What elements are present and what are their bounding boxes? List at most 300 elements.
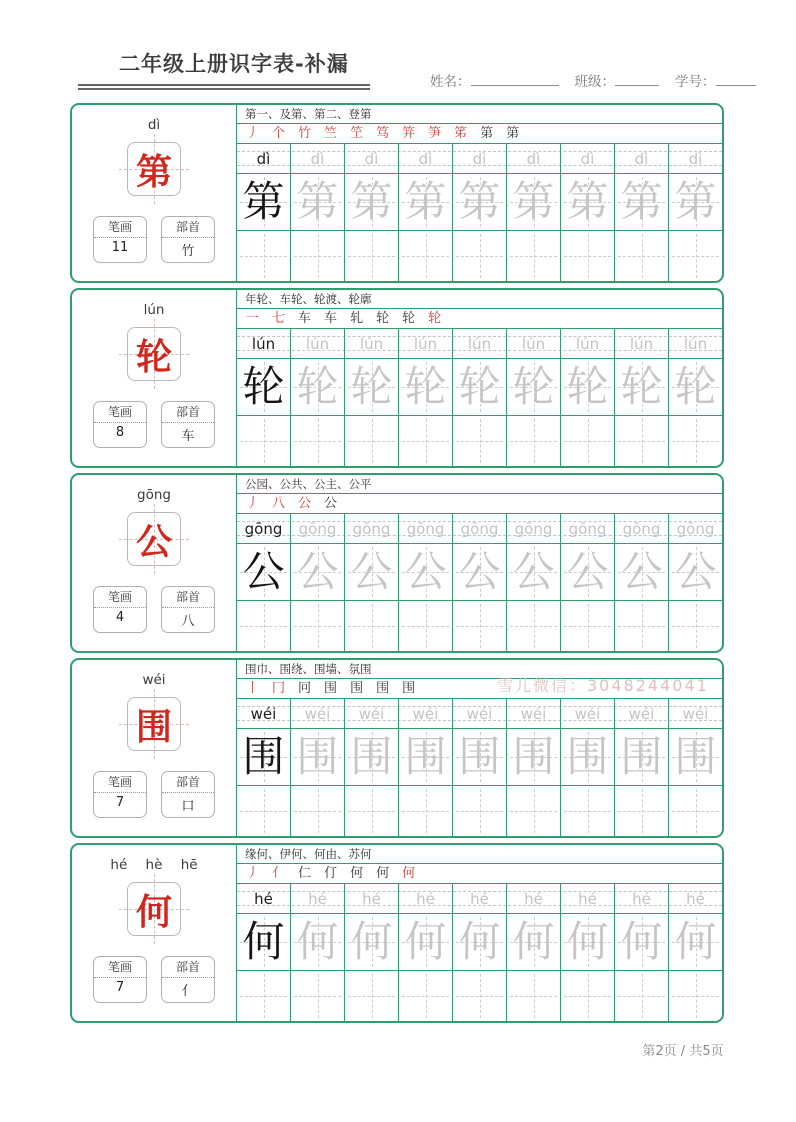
stroke-order-step: 笁	[350, 126, 364, 141]
main-character: 围	[135, 705, 172, 748]
stroke-order-step: 车	[298, 311, 312, 326]
practice-character: 第	[350, 177, 393, 226]
pinyin-cell: wéi	[399, 699, 453, 728]
main-character: 何	[135, 890, 172, 933]
character-cell	[399, 914, 453, 970]
stroke-order-step: 轧	[350, 311, 364, 326]
pinyin-cell: hé	[561, 884, 615, 913]
radical-label: 部首	[162, 957, 214, 978]
stroke-order-step: 轮	[376, 311, 390, 326]
pinyin-practice-row	[237, 514, 722, 544]
pinyin-cell: gōng	[453, 514, 507, 543]
practice-character: 围	[512, 732, 555, 781]
stroke-order-step: 围	[376, 681, 390, 696]
character-cell	[561, 174, 615, 230]
radical-box	[161, 771, 215, 818]
practice-character: 轮	[512, 362, 555, 411]
character-cell	[237, 174, 291, 230]
character-cell	[453, 544, 507, 600]
pinyin-cell: wéi	[345, 699, 399, 728]
stroke-order-row	[237, 864, 722, 884]
character-cell	[561, 544, 615, 600]
page-title: 二年级上册识字表-补漏	[119, 52, 349, 76]
practice-character: 何	[620, 917, 663, 966]
practice-character: 围	[350, 732, 393, 781]
practice-character: 围	[566, 732, 609, 781]
character-summary-panel	[72, 475, 236, 651]
practice-character: 何	[674, 917, 717, 966]
practice-character: 公	[242, 547, 285, 596]
name-label: 姓名：	[430, 74, 471, 90]
empty-cell	[291, 971, 345, 1021]
character-practice-row	[237, 729, 722, 786]
stroke-count-value: 8	[115, 425, 125, 440]
practice-character: 何	[350, 917, 393, 966]
character-cell	[291, 729, 345, 785]
pinyin-cell: hé	[237, 884, 291, 913]
empty-cell	[669, 416, 722, 466]
pinyin-cell: gōng	[676, 520, 715, 538]
character-practice-row	[237, 544, 722, 601]
stroke-count-label: 笔画	[94, 402, 146, 423]
character-cell	[345, 914, 399, 970]
stroke-order-step: 丿	[246, 126, 260, 141]
stroke-order-step: 个	[272, 126, 286, 141]
empty-cell	[237, 971, 291, 1021]
stroke-order-step: 竹	[298, 126, 312, 141]
radical-value: 八	[181, 614, 195, 629]
character-cell	[669, 544, 722, 600]
character-cell	[237, 914, 291, 970]
practice-character: 何	[512, 917, 555, 966]
main-character: 公	[135, 520, 172, 563]
pinyin-cell: gōng	[237, 514, 291, 543]
empty-cell	[453, 231, 507, 281]
pinyin-cell: hé	[615, 884, 669, 913]
empty-cell	[345, 786, 399, 836]
stroke-count-value: 4	[115, 610, 125, 625]
practice-character: 轮	[350, 362, 393, 411]
example-words: 年轮、车轮、轮渡、轮廓	[237, 290, 722, 309]
pinyin-cell: hé	[686, 890, 705, 908]
stroke-order-step: 笃	[376, 126, 390, 141]
pinyin-cell: lún	[453, 329, 507, 358]
stroke-order-step: 仃	[324, 866, 338, 881]
pinyin-cell: lún	[507, 329, 561, 358]
empty-cell	[291, 786, 345, 836]
character-cell	[615, 544, 669, 600]
character-cell	[291, 359, 345, 415]
practice-character: 何	[404, 917, 447, 966]
practice-character: 第	[296, 177, 339, 226]
practice-character: 何	[566, 917, 609, 966]
pinyin-cell: lún	[683, 335, 708, 353]
empty-cell	[237, 416, 291, 466]
practice-character: 公	[620, 547, 663, 596]
character-cell	[291, 544, 345, 600]
empty-cell	[345, 231, 399, 281]
stroke-order-step: 第	[506, 126, 520, 141]
radical-box	[161, 586, 215, 633]
stroke-order-step: 笄	[402, 126, 416, 141]
radical-label: 部首	[162, 772, 214, 793]
stroke-count-box	[93, 956, 147, 1003]
practice-character: 公	[512, 547, 555, 596]
empty-cell	[561, 786, 615, 836]
stroke-order-row	[237, 309, 722, 329]
stroke-order-step: 丿	[246, 866, 260, 881]
empty-cell	[507, 231, 561, 281]
empty-cell	[237, 231, 291, 281]
pinyin-cell: gōng	[561, 514, 615, 543]
character-cell	[237, 729, 291, 785]
stroke-count-box	[93, 586, 147, 633]
stroke-order-step: 围	[402, 681, 416, 696]
stroke-count-label: 笔画	[94, 217, 146, 238]
example-words: 缘何、伊何、何由、苏何	[237, 845, 722, 864]
stroke-count-label: 笔画	[94, 587, 146, 608]
pinyin-cell: wéi	[453, 699, 507, 728]
stroke-order-step: 何	[402, 866, 416, 881]
character-practice-row	[237, 914, 722, 971]
practice-character: 轮	[620, 362, 663, 411]
practice-grid	[236, 105, 722, 281]
pinyin-cell: dì	[561, 144, 615, 173]
empty-practice-row	[237, 416, 722, 466]
empty-cell	[453, 601, 507, 651]
character-cell	[615, 729, 669, 785]
empty-cell	[453, 971, 507, 1021]
example-words: 公园、公共、公主、公平	[237, 475, 722, 494]
character-cell	[507, 914, 561, 970]
pinyin-cell: lún	[345, 329, 399, 358]
radical-label: 部首	[162, 587, 214, 608]
stroke-count-value: 7	[115, 795, 125, 810]
class-blank-line	[615, 73, 659, 86]
practice-character: 围	[674, 732, 717, 781]
pinyin-cell: gōng	[615, 514, 669, 543]
stroke-order-step: 车	[324, 311, 338, 326]
pinyin-cell: wéi	[561, 699, 615, 728]
character-cell	[345, 729, 399, 785]
pinyin-cell: dì	[615, 144, 669, 173]
stroke-order-row	[237, 494, 722, 514]
empty-practice-row	[237, 786, 722, 836]
stroke-count-value: 11	[111, 240, 129, 255]
practice-character: 轮	[566, 362, 609, 411]
pinyin-cell: dì	[453, 144, 507, 173]
empty-cell	[399, 971, 453, 1021]
pinyin-label: dì	[147, 117, 161, 133]
practice-character: 围	[296, 732, 339, 781]
character-cell	[453, 359, 507, 415]
pinyin-cell: dì	[399, 144, 453, 173]
character-cell	[399, 174, 453, 230]
character-cell	[561, 729, 615, 785]
student-info-fields	[430, 70, 756, 90]
character-cell	[561, 359, 615, 415]
character-summary-panel	[72, 660, 236, 836]
stroke-count-value: 7	[115, 980, 125, 995]
empty-cell	[615, 416, 669, 466]
character-cell	[345, 174, 399, 230]
character-cell	[399, 729, 453, 785]
pinyin-cell: dì	[688, 150, 703, 168]
character-summary-panel	[72, 105, 236, 281]
empty-cell	[345, 416, 399, 466]
pinyin-cell: lún	[561, 329, 615, 358]
stroke-count-box	[93, 216, 147, 263]
empty-cell	[507, 601, 561, 651]
stroke-order-step: 第	[480, 126, 494, 141]
character-cell	[399, 544, 453, 600]
radical-value: 车	[181, 429, 195, 444]
character-cell	[669, 914, 722, 970]
empty-cell	[291, 231, 345, 281]
practice-grid	[236, 475, 722, 651]
character-practice-row	[237, 174, 722, 231]
radical-value: 亻	[181, 984, 195, 999]
stroke-order-step: 八	[272, 496, 286, 511]
character-cell	[453, 174, 507, 230]
pinyin-cell: wéi	[615, 699, 669, 728]
empty-cell	[291, 416, 345, 466]
practice-character: 公	[674, 547, 717, 596]
empty-cell	[345, 601, 399, 651]
pinyin-cell: dì	[291, 144, 345, 173]
empty-practice-row	[237, 971, 722, 1021]
pinyin-cell: wéi	[507, 699, 561, 728]
practice-character: 轮	[458, 362, 501, 411]
empty-cell	[561, 416, 615, 466]
practice-character: 第	[512, 177, 555, 226]
stroke-order-step: 一	[246, 311, 260, 326]
radical-value: 竹	[181, 244, 195, 259]
stroke-order-step: 公	[324, 496, 338, 511]
pinyin-label: wéi	[142, 672, 166, 688]
character-box	[127, 327, 181, 381]
character-box	[127, 512, 181, 566]
pinyin-cell: lún	[399, 329, 453, 358]
pinyin-cell: dì	[237, 144, 291, 173]
character-cell	[237, 359, 291, 415]
pinyin-cell: lún	[615, 329, 669, 358]
character-cell	[615, 359, 669, 415]
character-cell	[507, 359, 561, 415]
example-words: 围巾、围绕、围墙、氛围	[237, 660, 722, 679]
pinyin-cell: hé	[345, 884, 399, 913]
practice-character: 围	[620, 732, 663, 781]
pinyin-cell: lún	[237, 329, 291, 358]
page-number: 第2页 / 共5页	[642, 1044, 724, 1059]
character-cell	[345, 544, 399, 600]
radical-label: 部首	[162, 402, 214, 423]
practice-character: 轮	[242, 362, 285, 411]
practice-character: 围	[404, 732, 447, 781]
info-row	[72, 401, 236, 448]
stroke-count-label: 笔画	[94, 957, 146, 978]
character-cell	[507, 174, 561, 230]
empty-cell	[669, 971, 722, 1021]
practice-character: 轮	[404, 362, 447, 411]
empty-cell	[561, 231, 615, 281]
class-label: 班级：	[574, 74, 615, 90]
empty-cell	[669, 786, 722, 836]
radical-box	[161, 956, 215, 1003]
empty-cell	[399, 786, 453, 836]
practice-character: 轮	[674, 362, 717, 411]
pinyin-practice-row	[237, 699, 722, 729]
stroke-order-step: 亻	[272, 866, 286, 881]
stroke-order-step: 冋	[298, 681, 312, 696]
practice-character: 公	[296, 547, 339, 596]
empty-practice-row	[237, 601, 722, 651]
main-character: 第	[135, 150, 172, 193]
character-practice-row	[237, 359, 722, 416]
practice-grid	[236, 290, 722, 466]
character-block	[70, 288, 724, 468]
character-summary-panel	[72, 290, 236, 466]
stroke-order-row	[237, 124, 722, 144]
pinyin-cell: lún	[291, 329, 345, 358]
practice-character: 公	[458, 547, 501, 596]
empty-cell	[669, 231, 722, 281]
pinyin-cell: dì	[507, 144, 561, 173]
stroke-order-step: 轮	[428, 311, 442, 326]
character-cell	[291, 914, 345, 970]
pinyin-cell: gōng	[507, 514, 561, 543]
practice-character: 第	[620, 177, 663, 226]
practice-character: 第	[674, 177, 717, 226]
character-cell	[345, 359, 399, 415]
radical-value: 口	[181, 799, 195, 814]
pinyin-cell: gōng	[345, 514, 399, 543]
practice-character: 公	[404, 547, 447, 596]
pinyin-label: lún	[143, 302, 165, 318]
character-block	[70, 473, 724, 653]
stroke-order-step: 围	[324, 681, 338, 696]
title-underline	[78, 84, 370, 90]
empty-cell	[615, 786, 669, 836]
stroke-order-step: 笋	[428, 126, 442, 141]
empty-cell	[507, 416, 561, 466]
character-block	[70, 843, 724, 1023]
stroke-order-step: 七	[272, 311, 286, 326]
character-cell	[561, 914, 615, 970]
character-cell	[507, 544, 561, 600]
info-row	[72, 771, 236, 818]
pinyin-cell: hé	[399, 884, 453, 913]
practice-character: 公	[566, 547, 609, 596]
stroke-order-step: 丨	[246, 681, 260, 696]
practice-character: 何	[458, 917, 501, 966]
pinyin-label: gōng	[137, 487, 171, 503]
info-row	[72, 956, 236, 1003]
stroke-order-step: 轮	[402, 311, 416, 326]
radical-box	[161, 401, 215, 448]
character-cell	[453, 914, 507, 970]
practice-character: 围	[458, 732, 501, 781]
stroke-order-step: 丿	[246, 496, 260, 511]
info-row	[72, 216, 236, 263]
example-words: 第一、及第、第二、登第	[237, 105, 722, 124]
pinyin-cell: hé	[507, 884, 561, 913]
character-box	[127, 882, 181, 936]
pinyin-practice-row	[237, 884, 722, 914]
stroke-order-step: 公	[298, 496, 312, 511]
character-summary-panel	[72, 845, 236, 1021]
pinyin-cell: dì	[345, 144, 399, 173]
stroke-order-step: 仁	[298, 866, 312, 881]
character-cell	[237, 544, 291, 600]
empty-cell	[291, 601, 345, 651]
pinyin-cell: gōng	[399, 514, 453, 543]
character-cell	[669, 174, 722, 230]
info-row	[72, 586, 236, 633]
character-cell	[615, 174, 669, 230]
stroke-order-step: 何	[350, 866, 364, 881]
character-blocks	[70, 103, 724, 1028]
practice-character: 第	[404, 177, 447, 226]
empty-practice-row	[237, 231, 722, 281]
empty-cell	[345, 971, 399, 1021]
stroke-order-step: 竺	[324, 126, 338, 141]
empty-cell	[453, 786, 507, 836]
character-cell	[615, 914, 669, 970]
pinyin-cell: wéi	[291, 699, 345, 728]
pinyin-practice-row	[237, 144, 722, 174]
stroke-count-label: 笔画	[94, 772, 146, 793]
practice-character: 围	[242, 732, 285, 781]
empty-cell	[669, 601, 722, 651]
main-character: 轮	[135, 335, 172, 378]
radical-label: 部首	[162, 217, 214, 238]
stroke-count-box	[93, 771, 147, 818]
stroke-order-step: 围	[350, 681, 364, 696]
practice-character: 第	[566, 177, 609, 226]
pinyin-cell: hé	[453, 884, 507, 913]
pinyin-cell: gōng	[291, 514, 345, 543]
watermark-text: 雪儿微信：3048244041	[497, 676, 709, 695]
empty-cell	[561, 971, 615, 1021]
practice-character: 何	[242, 917, 285, 966]
name-blank-line	[471, 73, 559, 86]
character-box	[127, 697, 181, 751]
empty-cell	[615, 601, 669, 651]
character-block	[70, 103, 724, 283]
empty-cell	[507, 786, 561, 836]
practice-character: 何	[296, 917, 339, 966]
id-label: 学号：	[675, 74, 716, 90]
empty-cell	[237, 786, 291, 836]
character-cell	[669, 359, 722, 415]
practice-character: 轮	[296, 362, 339, 411]
empty-cell	[561, 601, 615, 651]
practice-character: 第	[242, 177, 285, 226]
empty-cell	[399, 601, 453, 651]
practice-character: 第	[458, 177, 501, 226]
character-cell	[453, 729, 507, 785]
pinyin-cell: wéi	[682, 705, 709, 723]
id-blank-line	[716, 73, 756, 86]
pinyin-practice-row	[237, 329, 722, 359]
stroke-count-box	[93, 401, 147, 448]
empty-cell	[615, 231, 669, 281]
radical-box	[161, 216, 215, 263]
practice-grid	[236, 845, 722, 1021]
empty-cell	[399, 231, 453, 281]
character-cell	[507, 729, 561, 785]
